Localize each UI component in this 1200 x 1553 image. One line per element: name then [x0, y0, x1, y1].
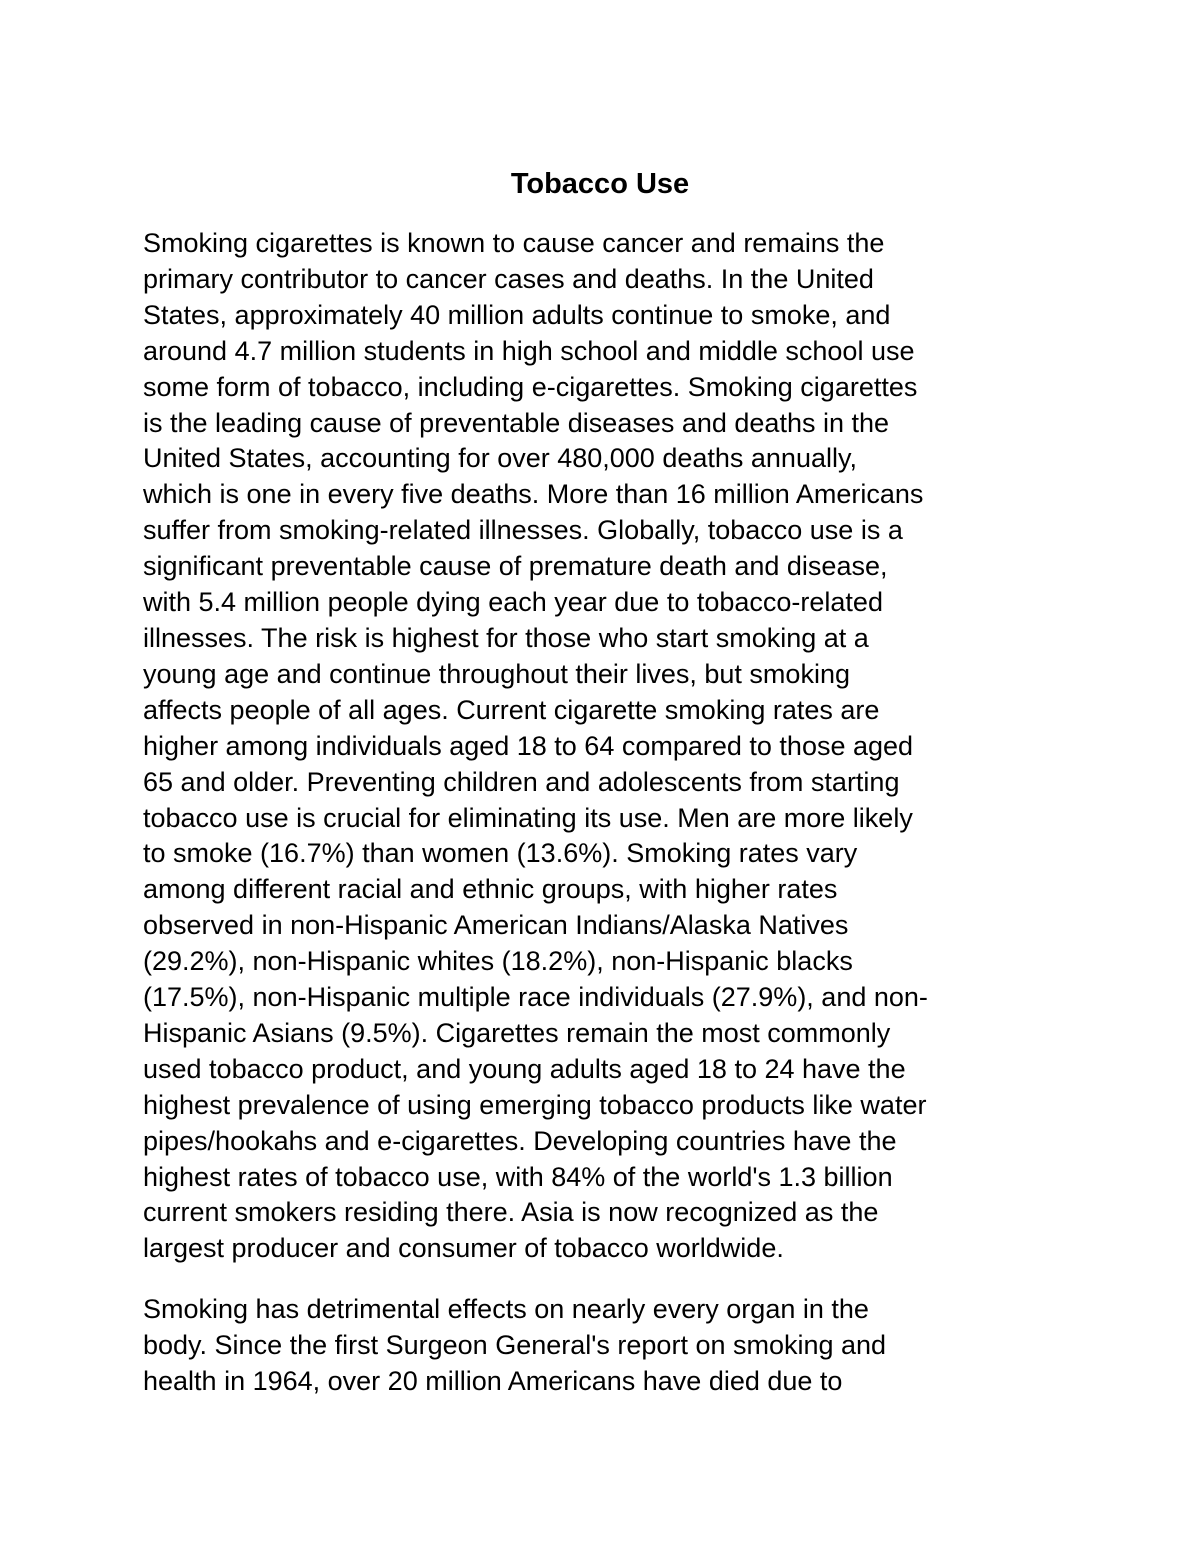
text-line: suffer from smoking-related illnesses. Globally, tobacco use is a: [143, 515, 903, 546]
text-line: young age and continue throughout their lives, but smoking: [143, 658, 850, 689]
text-line: which is one in every five deaths. More than 16 million Americans: [143, 479, 924, 510]
paragraph-1: [143, 226, 1073, 1267]
text-line: current smokers residing there. Asia is now recognized as the: [143, 1197, 879, 1228]
text-line: Smoking has detrimental effects on nearly every organ in the: [143, 1294, 869, 1324]
text-line: some form of tobacco, including e-cigarettes. Smoking cigarettes: [143, 371, 918, 402]
text-line: among different racial and ethnic groups, with higher rates: [143, 874, 838, 905]
text-line: affects people of all ages. Current cigarette smoking rates are: [143, 694, 880, 725]
text-line: primary contributor to cancer cases and deaths. In the United: [143, 263, 874, 294]
text-line: highest prevalence of using emerging tobacco products like water: [143, 1089, 927, 1120]
text-line: higher among individuals aged 18 to 64 compared to those aged: [143, 730, 914, 761]
text-line: (29.2%), non-Hispanic whites (18.2%), non-Hispanic blacks: [143, 946, 853, 977]
text-line: used tobacco product, and young adults aged 18 to 24 have the: [143, 1053, 906, 1084]
text-line: highest rates of tobacco use, with 84% of the world's 1.3 billion: [143, 1161, 893, 1192]
text-line: is the leading cause of preventable diseases and deaths in the: [143, 407, 890, 438]
text-line: largest producer and consumer of tobacco worldwide.: [143, 1233, 784, 1264]
paragraph-2: [143, 1292, 1073, 1400]
text-line: (17.5%), non-Hispanic multiple race individuals (27.9%), and non-: [143, 982, 928, 1013]
text-line: significant preventable cause of premature death and disease,: [143, 551, 888, 582]
text-line: States, approximately 40 million adults continue to smoke, and: [143, 299, 891, 330]
text-line: observed in non-Hispanic American Indians/Alaska Natives: [143, 910, 849, 941]
text-line: to smoke (16.7%) than women (13.6%). Smoking rates vary: [143, 838, 858, 869]
text-line: with 5.4 million people dying each year due to tobacco-related: [143, 587, 883, 618]
text-line: 65 and older. Preventing children and adolescents from starting: [143, 766, 900, 797]
text-line: illnesses. The risk is highest for those who start smoking at a: [143, 622, 869, 653]
text-line: Smoking cigarettes is known to cause cancer and remains the: [143, 228, 885, 258]
text-line: health in 1964, over 20 million Americans have died due to: [143, 1365, 843, 1396]
text-line: Hispanic Asians (9.5%). Cigarettes remain the most commonly: [143, 1017, 891, 1048]
text-line: body. Since the first Surgeon General's report on smoking and: [143, 1329, 887, 1360]
text-line: pipes/hookahs and e-cigarettes. Developing countries have the: [143, 1125, 897, 1156]
text-line: United States, accounting for over 480,000 deaths annually,: [143, 443, 857, 474]
text-line: around 4.7 million students in high school and middle school use: [143, 335, 915, 366]
text-line: tobacco use is crucial for eliminating its use. Men are more likely: [143, 802, 913, 833]
document-title: Tobacco Use: [510, 168, 690, 200]
